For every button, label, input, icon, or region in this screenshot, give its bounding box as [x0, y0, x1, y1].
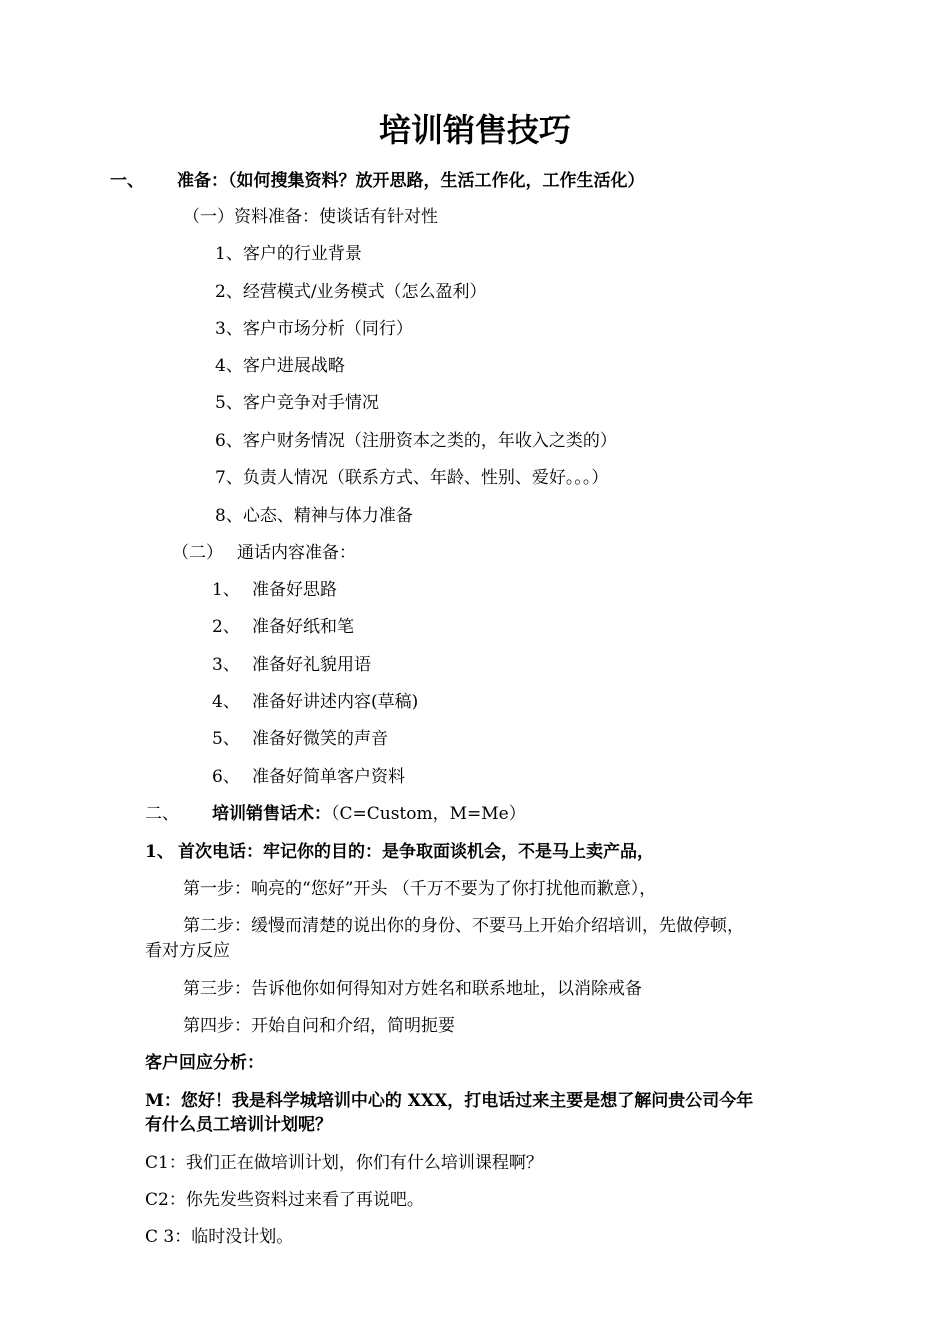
section-2-heading: [212, 803, 526, 825]
paragraph-1-heading: 首次电话：牢记你的目的：是争取面谈机会，不是马上卖产品，: [178, 842, 654, 862]
list-item: 4、客户进展战略: [215, 356, 345, 376]
list-item-number: 6、: [212, 767, 240, 787]
list-item: 8、心态、精神与体力准备: [215, 506, 413, 526]
list-item: 3、客户市场分析（同行）: [215, 319, 413, 339]
list-item: 5、客户竞争对手情况: [215, 393, 379, 413]
list-item-number: 2、: [212, 617, 240, 637]
list-item: 准备好简单客户资料: [252, 767, 405, 787]
list-item: 1、客户的行业背景: [215, 244, 362, 264]
list-item: 准备好礼貌用语: [252, 655, 371, 675]
step-1: 第一步：响亮的“您好”开头 （千万不要为了你打扰他而歉意），: [183, 879, 657, 899]
list-item: 6、客户财务情况（注册资本之类的，年收入之类的）: [215, 431, 617, 451]
list-item: 准备好纸和笔: [252, 617, 354, 637]
list-item-number: 4、: [212, 692, 240, 712]
section-1-heading: 准备：（如何搜集资料？放开思路，生活工作化，工作生活化）: [177, 171, 645, 191]
section-2-number: 二、: [145, 804, 179, 824]
page-title: 培训销售技巧: [378, 111, 571, 149]
dialogue-me: M：您好！我是科学城培训中心的 XXX，打电话过来主要是想了解问贵公司今年: [145, 1091, 754, 1111]
analysis-heading: 客户回应分析：: [145, 1053, 264, 1073]
list-item: 准备好微笑的声音: [252, 729, 388, 749]
paragraph-1-number: 1、: [145, 842, 174, 862]
step-2: 第二步：缓慢而清楚的说出你的身份、不要马上开始介绍培训，先做停顿，: [183, 916, 744, 936]
section-2-title: 培训销售话术：: [212, 804, 331, 824]
list-item-number: 5、: [212, 729, 240, 749]
list-item: 准备好讲述内容(草稿): [252, 692, 419, 712]
list-item-number: 3、: [212, 655, 240, 675]
list-item: 7、负责人情况（联系方式、年龄、性别、爱好。。。）: [215, 468, 609, 488]
step-3: 第三步：告诉他你如何得知对方姓名和联系地址，以消除戒备: [183, 979, 642, 999]
section-2-legend: （C=Custom，M=Me）: [331, 804, 526, 824]
dialogue-me-continued: 有什么员工培训计划呢？: [145, 1115, 332, 1135]
section-1-number: 一、: [110, 171, 144, 191]
step-2-continued: 看对方反应: [145, 941, 230, 961]
dialogue-customer-2: C2：你先发些资料过来看了再说吧。: [145, 1190, 424, 1210]
dialogue-customer-1: C1：我们正在做培训计划，你们有什么培训课程啊？: [145, 1153, 543, 1173]
step-4: 第四步：开始自问和介绍，简明扼要: [183, 1016, 455, 1036]
subsection-2-number: （二）: [172, 543, 223, 563]
dialogue-customer-3: C 3：临时没计划。: [145, 1227, 294, 1247]
list-item: 2、经营模式/业务模式（怎么盈利）: [215, 282, 487, 302]
subsection-1-heading: （一）资料准备：使谈话有针对性: [183, 207, 438, 227]
subsection-2-heading: 通话内容准备：: [237, 543, 356, 563]
list-item: 准备好思路: [252, 580, 337, 600]
list-item-number: 1、: [212, 580, 240, 600]
